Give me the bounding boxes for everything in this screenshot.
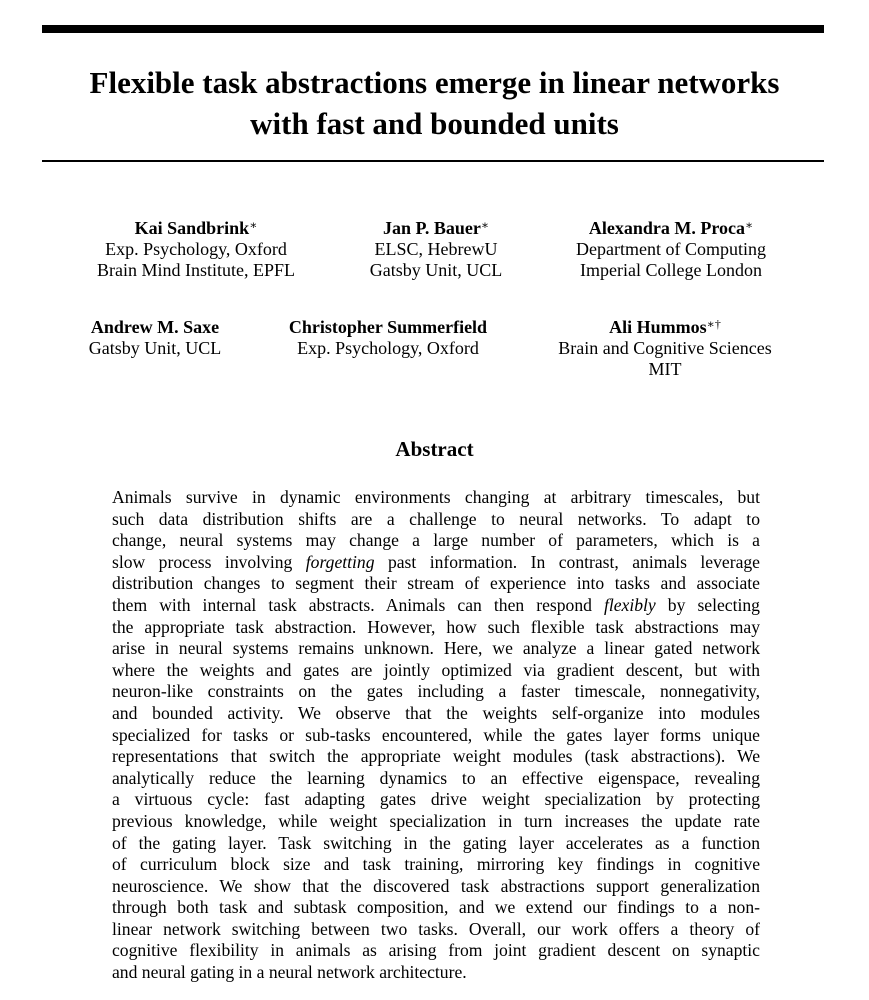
abstract-line: linear network switching between two tasks. Overall, our work offers a theory of	[112, 918, 760, 939]
title-bottom-rule	[42, 160, 824, 162]
author-affiliation: Department of Computing	[576, 239, 766, 259]
author-name: Andrew M. Saxe	[90, 317, 220, 337]
abstract-line: change, neural systems may change a large number of parameters, which is a	[112, 530, 760, 551]
author-mark: ∗	[744, 218, 754, 232]
title-line: with fast and bounded units	[250, 106, 619, 141]
abstract-line: arise in neural systems remains unknown. Here, we analyze a linear gated network	[112, 638, 760, 659]
abstract-line: and neural gating in a neural network architecture.	[112, 962, 467, 983]
author-block	[76, 317, 234, 359]
author-block	[543, 317, 787, 380]
abstract-line: slow process involving forgetting past information. In contrast, animals leverage	[112, 551, 760, 572]
author-affiliation: Gatsby Unit, UCL	[369, 260, 503, 280]
abstract-line: analytically reduce the learning dynamics to an effective eigenspace, revealing	[112, 767, 760, 788]
abstract-line: where the weights and gates are jointly optimized via gradient descent, but with	[112, 659, 760, 680]
emphasized-word: forgetting	[305, 551, 375, 572]
author-affiliation: Imperial College London	[580, 260, 762, 280]
author-name: Christopher Summerfield	[288, 317, 488, 337]
abstract-line: previous knowledge, while weight specialization in turn increases the update rate	[112, 810, 760, 831]
abstract-line: of curriculum block size and task training, mirroring key findings in cognitive	[112, 854, 760, 875]
abstract-line: representations that switch the appropriate weight modules (task abstractions). We	[112, 746, 760, 767]
abstract-line: distribution changes to segment their stream of experience into tasks and associate	[112, 573, 760, 594]
abstract-line: neuroscience. We show that the discovered task abstractions support generalization	[112, 875, 760, 896]
author-block	[274, 317, 502, 359]
abstract-line: specialized for tasks or sub-tasks encountered, while the gates layer forms unique	[112, 724, 760, 745]
abstract-line: such data distribution shifts are a challenge to neural networks. To adapt to	[112, 508, 760, 529]
paper-title	[20, 62, 849, 144]
author-affiliation: MIT	[648, 359, 682, 379]
author-affiliation: Brain and Cognitive Sciences	[558, 338, 772, 358]
author-name: Alexandra M. Proca∗	[588, 218, 754, 238]
title-top-rule	[42, 25, 824, 33]
abstract-body	[112, 487, 760, 984]
abstract-line: them with internal task abstracts. Animals can then respond flexibly by selecting	[112, 594, 760, 615]
abstract-heading: Abstract	[395, 437, 474, 461]
author-mark: ∗	[249, 218, 258, 232]
author-affiliation: Gatsby Unit, UCL	[88, 338, 222, 358]
abstract-line: through both task and subtask composition, and we extend our findings to a non-	[112, 897, 760, 918]
author-block	[353, 218, 519, 281]
author-name: Kai Sandbrink∗	[134, 218, 258, 238]
abstract-line: neuron-like constraints on the gates including a faster timescale, nonnegativity,	[112, 681, 760, 702]
author-mark: ∗	[480, 218, 489, 232]
title-line: Flexible task abstractions emerge in linear networks	[89, 65, 780, 100]
author-mark: ∗†	[706, 317, 721, 331]
author-name: Ali Hummos∗†	[609, 317, 721, 337]
abstract-line: a virtuous cycle: fast adapting gates drive weight specialization by protecting	[112, 789, 760, 810]
author-affiliation: Exp. Psychology, Oxford	[297, 338, 479, 358]
abstract-line: Animals survive in dynamic environments changing at arbitrary timescales, but	[112, 487, 760, 507]
author-affiliation: ELSC, HebrewU	[374, 239, 498, 259]
abstract-line: of the gating layer. Task switching in the gating layer accelerates as a function	[112, 832, 760, 853]
author-name: Jan P. Bauer∗	[382, 218, 489, 238]
author-affiliation: Exp. Psychology, Oxford	[105, 239, 287, 259]
abstract-line: the appropriate task abstraction. However, how such flexible task abstractions may	[112, 616, 760, 637]
abstract-line: and bounded activity. We observe that the weights self-organize into modules	[112, 702, 760, 723]
author-block	[560, 218, 782, 281]
author-block	[87, 218, 305, 281]
emphasized-word: flexibly	[603, 594, 656, 615]
abstract-line: cognitive flexibility in animals as arising from joint gradient descent on synaptic	[112, 940, 760, 961]
author-affiliation: Brain Mind Institute, EPFL	[97, 260, 295, 280]
